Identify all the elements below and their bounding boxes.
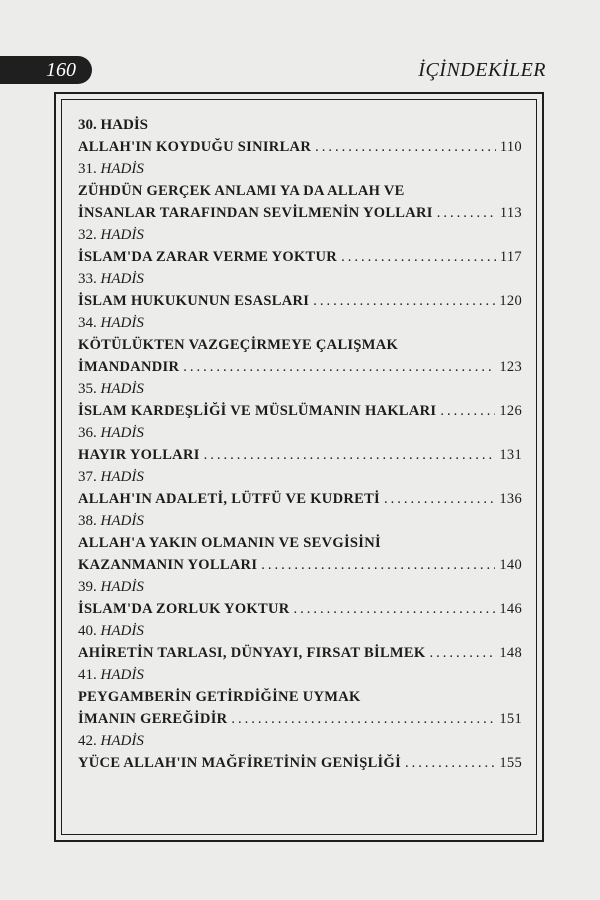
toc-entry [78,620,522,664]
page-reference: 140 [499,557,522,573]
hadis-title-line: ALLAH'A YAKIN OLMANIN VE SEVGİSİNİ [78,535,381,551]
page-reference: 151 [499,711,522,727]
hadis-title-line: İSLAM KARDEŞLİĞİ VE MÜSLÜMANIN HAKLARI [78,403,437,419]
hadis-number: 32. [78,227,97,243]
hadis-number: 41. [78,667,97,683]
hadis-title-line: İSLAM'DA ZORLUK YOKTUR [78,601,290,617]
hadis-title-line: HAYIR YOLLARI [78,447,200,463]
dot-leader [261,554,495,576]
hadis-label: HADİS [100,513,144,529]
hadis-number: 31. [78,161,97,177]
hadis-title-row [78,202,522,224]
hadis-title-line: İNSANLAR TARAFINDAN SEVİLMENİN YOLLARI [78,205,433,221]
hadis-title-row [78,356,522,378]
hadis-number-line [78,114,522,136]
page-title: İÇİNDEKİLER [418,59,546,81]
hadis-title-line: PEYGAMBERİN GETİRDİĞİNE UYMAK [78,689,361,705]
hadis-label: HADİS [100,469,144,485]
hadis-title-row [78,136,522,158]
hadis-number: 35. [78,381,97,397]
page-reference: 117 [499,249,522,265]
hadis-title-row [78,554,522,576]
dot-leader [183,356,495,378]
hadis-number: 40. [78,623,97,639]
page-reference: 148 [499,645,522,661]
page-number: 160 [46,59,76,81]
dot-leader [204,444,496,466]
hadis-label: HADİS [100,623,144,639]
hadis-label: HADİS [100,425,144,441]
hadis-title-line: AHİRETİN TARLASI, DÜNYAYI, FIRSAT BİLMEK [78,645,426,661]
hadis-title-line: ALLAH'IN KOYDUĞU SINIRLAR [78,139,312,155]
hadis-number-line [78,620,522,642]
hadis-label: HADİS [100,733,144,749]
hadis-title-row [78,708,522,730]
hadis-number-line [78,466,522,488]
hadis-title-line: İSLAM HUKUKUNUN ESASLARI [78,293,310,309]
hadis-label: HADİS [100,271,144,287]
hadis-title-line: ZÜHDÜN GERÇEK ANLAMI YA DA ALLAH VE [78,183,405,199]
hadis-number-line [78,510,522,532]
dot-leader [384,488,495,510]
dot-leader [341,246,496,268]
hadis-title-row [78,752,522,774]
hadis-number: 30. [78,117,97,133]
hadis-number-line [78,730,522,752]
hadis-number-line [78,158,522,180]
hadis-number: 42. [78,733,97,749]
dot-leader [231,708,495,730]
hadis-number-line [78,268,522,290]
hadis-number-line [78,378,522,400]
hadis-title-row [78,488,522,510]
toc-entry [78,510,522,576]
hadis-number-line [78,312,522,334]
hadis-title-row [78,290,522,312]
hadis-title-line: KAZANMANIN YOLLARI [78,557,258,573]
hadis-label: HADİS [100,579,144,595]
hadis-number: 36. [78,425,97,441]
hadis-title-row [78,444,522,466]
hadis-label: HADİS [100,227,144,243]
hadis-title-row [78,400,522,422]
dot-leader [437,202,496,224]
hadis-label: HADİS [100,117,149,133]
hadis-number-line [78,422,522,444]
dot-leader [405,752,495,774]
toc-entry [78,378,522,422]
dot-leader [313,290,495,312]
toc-entry [78,730,522,774]
page-reference: 131 [499,447,522,463]
hadis-title-line: YÜCE ALLAH'IN MAĞFİRETİNİN GENİŞLİĞİ [78,755,402,771]
hadis-label: HADİS [100,667,144,683]
hadis-title-line: ALLAH'IN ADALETİ, LÜTFÜ VE KUDRETİ [78,491,381,507]
toc-entry [78,114,522,158]
hadis-number: 33. [78,271,97,287]
hadis-number: 37. [78,469,97,485]
page-reference: 155 [499,755,522,771]
hadis-title-line: KÖTÜLÜKTEN VAZGEÇİRMEYE ÇALIŞMAK [78,337,399,353]
toc-entry [78,664,522,730]
page-reference: 113 [499,205,522,221]
hadis-title-row [78,246,522,268]
hadis-number: 34. [78,315,97,331]
toc-entry [78,422,522,466]
hadis-title-row [78,598,522,620]
page-reference: 136 [499,491,522,507]
toc-entry [78,466,522,510]
hadis-number-line [78,224,522,246]
hadis-number-line [78,576,522,598]
hadis-title-line: İSLAM'DA ZARAR VERME YOKTUR [78,249,338,265]
hadis-number: 38. [78,513,97,529]
dot-leader [429,642,495,664]
hadis-title-row [78,642,522,664]
toc-entry [78,312,522,378]
hadis-number: 39. [78,579,97,595]
hadis-label: HADİS [100,161,144,177]
page-reference: 123 [499,359,522,375]
dot-leader [315,136,496,158]
hadis-label: HADİS [100,315,144,331]
dot-leader [440,400,495,422]
page-reference: 120 [499,293,522,309]
hadis-number-line [78,664,522,686]
toc-entry [78,268,522,312]
toc-entry [78,576,522,620]
table-of-contents [78,114,522,774]
hadis-title-line: İMANDANDIR [78,359,180,375]
hadis-title-line: İMANIN GEREĞİDİR [78,711,228,727]
toc-entry [78,224,522,268]
hadis-label: HADİS [100,381,144,397]
page-reference: 110 [499,139,522,155]
page-reference: 126 [499,403,522,419]
page-reference: 146 [499,601,522,617]
dot-leader [294,598,496,620]
toc-entry [78,158,522,224]
